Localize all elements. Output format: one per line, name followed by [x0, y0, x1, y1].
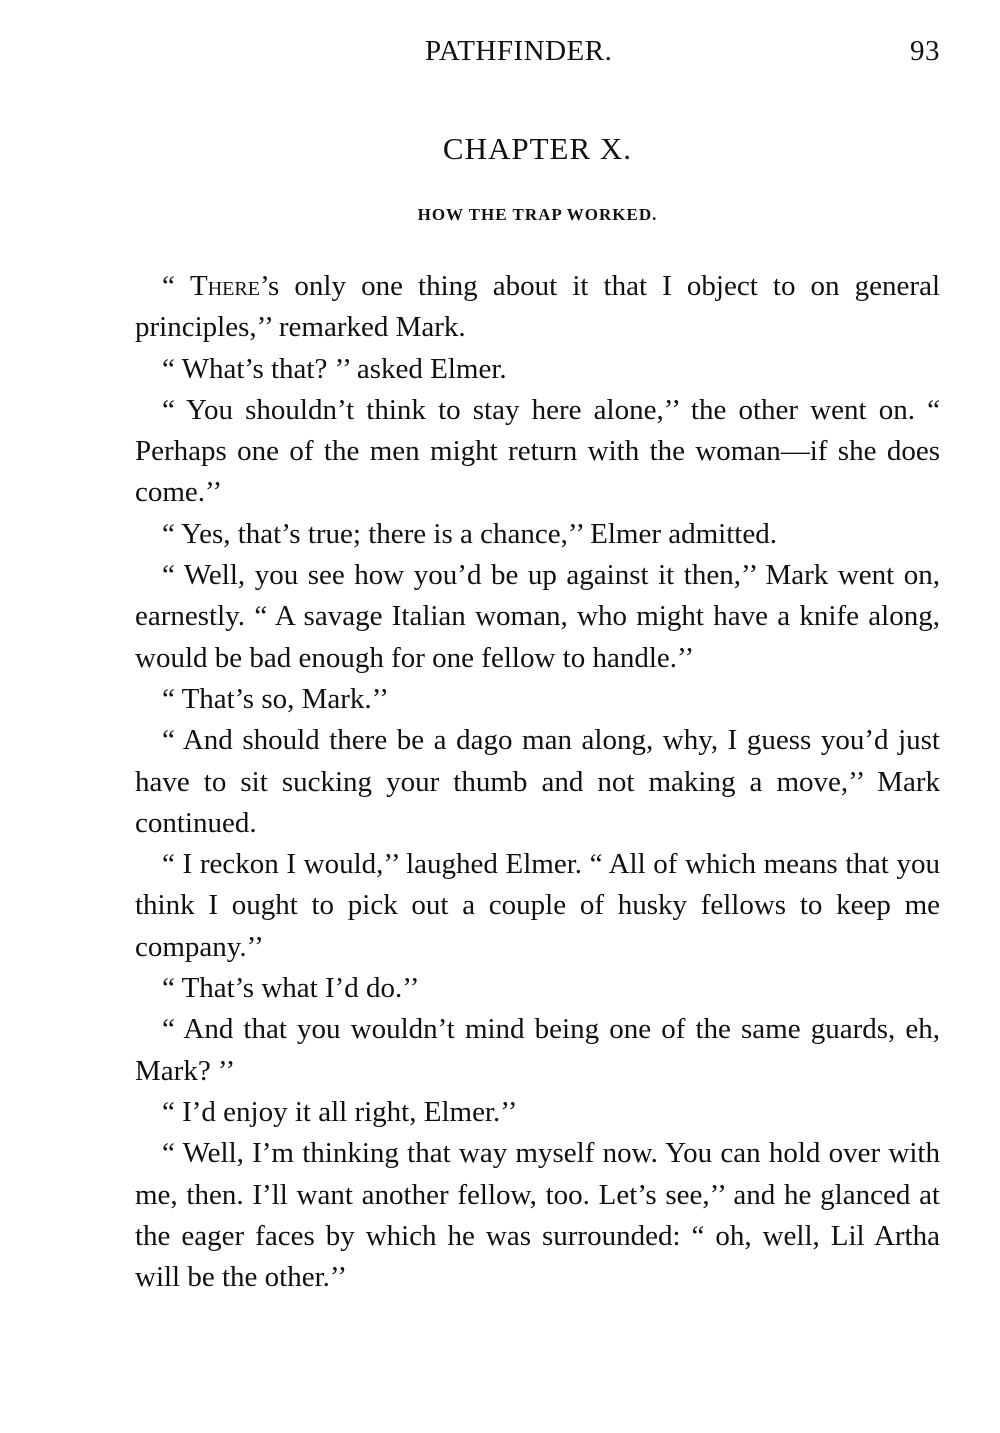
paragraph: “ What’s that? ’’ asked Elmer.: [162, 352, 507, 385]
opening-quote: “: [162, 270, 190, 302]
paragraph: [135, 266, 940, 349]
opening-word: There: [190, 270, 260, 302]
paragraph: “ That’s so, Mark.’’: [162, 682, 389, 715]
paragraph: “ And that you wouldn’t mind being one of the same guards, eh, Mark? ’’: [135, 1013, 940, 1087]
paragraph: “ And should there be a dago man along, why, I guess you’d just have to sit sucking your thumb and not making a move,’’ Mark continued.: [135, 724, 940, 839]
running-head: [135, 35, 940, 75]
paragraph: “ That’s what I’d do.’’: [162, 972, 420, 1005]
chapter-title: CHAPTER X.: [442, 131, 633, 166]
paragraph: “ Well, you see how you’d be up against it then,’’ Mark went on, earnestly. “ A savage Italian woman, who might have a knife along, would be bad enough for one fellow to handle.’’: [135, 559, 940, 674]
body-text: [135, 266, 940, 1298]
paragraph: “ I reckon I would,’’ laughed Elmer. “ All of which means that you think I ought to pick out a couple of husky fellows to keep me company.’’: [135, 848, 940, 963]
paragraph: “ Yes, that’s true; there is a chance,’’ Elmer admitted.: [162, 517, 777, 550]
paragraph: “ I’d enjoy it all right, Elmer.’’: [162, 1095, 518, 1128]
chapter-subtitle: HOW THE TRAP WORKED.: [417, 205, 658, 224]
paragraph-text: ’s only one thing about it that I object to on general principles,’’ remarked Mark.: [135, 270, 940, 344]
paragraph: “ You shouldn’t think to stay here alone,’’ the other went on. “ Perhaps one of the men might return with the woman—if she does come.’’: [135, 393, 940, 509]
page-number: 93: [910, 35, 940, 67]
running-title: PATHFINDER.: [425, 35, 613, 67]
paragraph: “ Well, I’m thinking that way myself now. You can hold over with me, then. I’ll want another fellow, too. Let’s see,’’ and he glanced at the eager faces by which he was surrounded: “ oh, well, Lil Artha will be the other.’’: [135, 1137, 940, 1294]
